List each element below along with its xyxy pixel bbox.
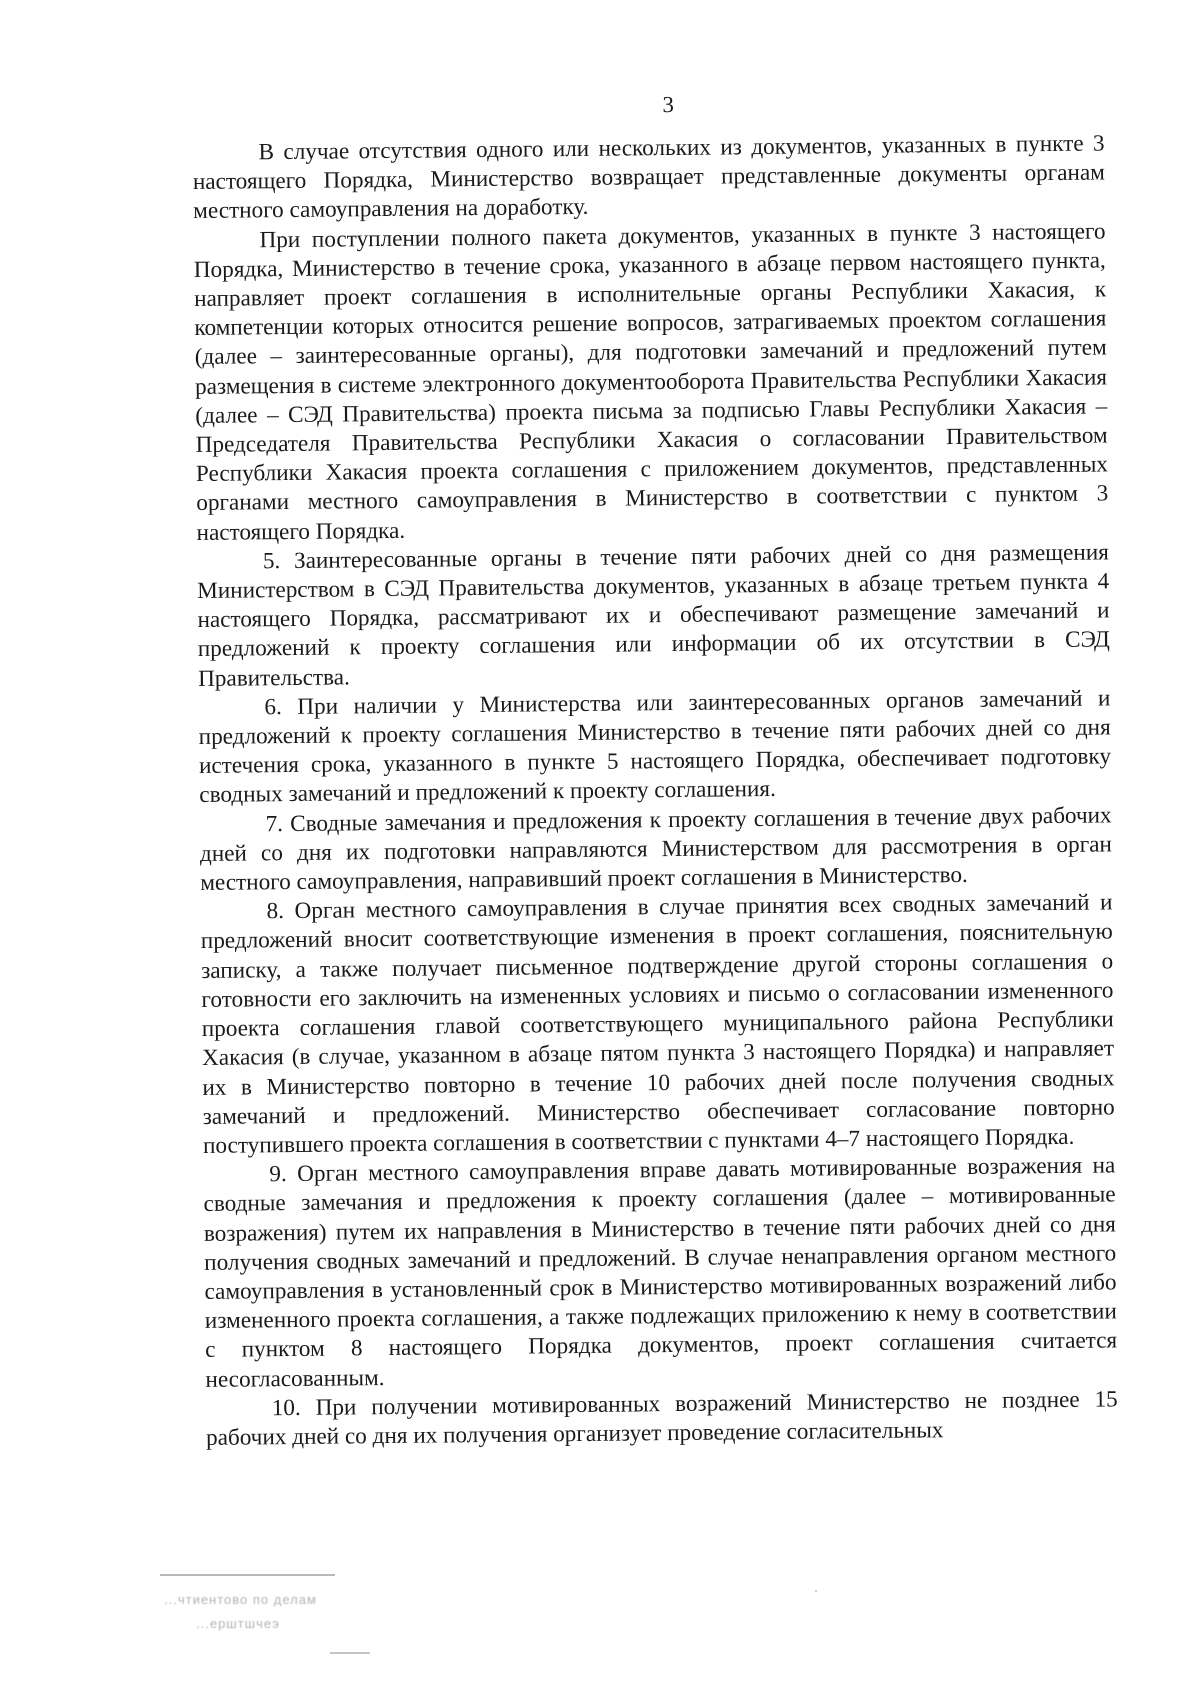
paragraph-item-8: 8. Орган местного самоуправления в случае принятия всех сводных замечаний и предложений вносит соответствующие изменения в проект соглашения, пояснительную записку, а также получает письменное подтверждение другой стороны соглашения о готовности его заключить на измененных условиях и письмо о согласовании измененного проекта соглашения главой соответствующего муниципального района Республики Хакасия (в случае, указанном в абзаце пятом пункта 3 настоящего Порядка) и направляет их в Министерство повторно в течение 10 рабочих дней после получения сводных замечаний и предложений. Министерство обеспечивает согласование повторно поступившего проекта соглашения в соответствии с пунктами 4–7 настоящего Порядка. [200,889,1115,1159]
stamp-line [160,1574,335,1576]
registration-stamp [160,1572,370,1662]
paragraph-item-9: 9. Орган местного самоуправления вправе давать мотивированные возражения на сводные замечания и предложения к проекту соглашения (далее – мотивированные возражения) путем их направления в Министерство в течение пяти рабочих дней со дня получения сводных замечаний и предложений. В случае ненаправления органом местного самоуправления в установленный срок в Министерство мотивированных возражений либо измененного проекта соглашения, а также подлежащих приложению к нему в соответствии с пунктом 8 настоящего Порядка документов, проект соглашения считается несогласованным. [203,1152,1118,1393]
paragraph-item-10: 10. При получении мотивированных возражений Министерство не позднее 15 рабочих дней со дня их получения организует проведение согласительных [205,1386,1118,1451]
text-body [192,85,1118,1453]
paragraph-item-6: 6. При наличии у Министерства или заинтересованных органов замечаний и предложений к проекту соглашения Министерство в течение пяти рабочих дней со дня истечения срока, указанного в пункте 5 настоящего Порядка, обеспечивает подготовку сводных замечаний и предложений к проекту соглашения. [198,685,1112,809]
scan-speck [815,1590,817,1592]
stamp-underline [330,1652,370,1654]
paragraph-return-documents: В случае отсутствия одного или нескольких из документов, указанных в пункте 3 настоящего Порядка, Министерство возвращает представленные документы органам местного самоуправления на доработку. [192,130,1105,225]
paragraph-full-package: При поступлении полного пакета документов, указанных в пункте 3 настоящего Порядка, Министерство в течение срока, указанного в абзаце первом настоящего пункта, направляет проект соглашения в исполнительные органы Республики Хакасия, к компетенции которых относится решение вопросов, затрагиваемых проектом соглашения (далее – заинтересованные органы), для подготовки замечаний и предложений путем размещения в системе электронного документооборота Правительства Республики Хакасия (далее – СЭД Правительства) проекта письма за подписью Главы Республики Хакасия – Председателя Правительства Республики Хакасия о согласовании Правительством Республики Хакасия проекта соглашения с приложением документов, представленных органами местного самоуправления в Министерство в соответствии с пунктом 3 настоящего Порядка. [193,218,1109,546]
page-number: 3 [662,91,675,118]
paragraph-item-7: 7. Сводные замечания и предложения к проекту соглашения в течение двух рабочих дней со дня их подготовки направляются Министерством для рассмотрения в орган местного самоуправления, направивший проект соглашения в Министерство. [199,802,1113,897]
stamp-text-line-2: ...ерштшчеэ [196,1616,280,1631]
paragraph-item-5: 5. Заинтересованные органы в течение пяти рабочих дней со дня размещения Министерством в СЭД Правительства документов, указанных в абзаце третьем пункта 4 настоящего Порядка, рассматривают их и обеспечивают размещение замечаний и предложений к проекту соглашения или информации об их отсутствии в СЭД Правительства. [197,539,1110,692]
stamp-text-line-1: ...чтиентово по делам [164,1592,317,1607]
